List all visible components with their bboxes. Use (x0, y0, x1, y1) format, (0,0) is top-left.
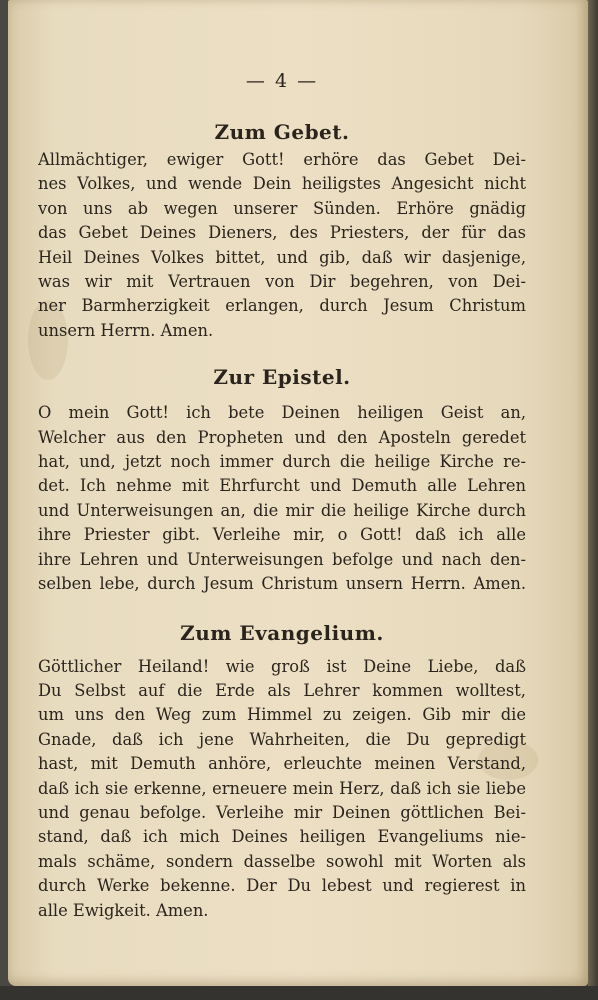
text-line: und genau befolge. Verleihe mir Deinen göttlichen Bei- (38, 802, 526, 822)
text-line: daß ich sie erkenne, erneuere mein Herz, daß ich sie liebe (38, 778, 526, 798)
text-line: nes Volkes, und wende Dein heiligstes Angesicht nicht (38, 174, 526, 194)
text-line: durch Werke bekenne. Der Du lebest und regierest in (38, 876, 526, 896)
text-line: unsern Herrn. Amen. (38, 320, 214, 340)
page-number: — 4 — (245, 70, 319, 92)
text-line: stand, daß ich mich Deines heiligen Evangeliums nie- (38, 827, 526, 847)
text-line: hat, und, jetzt noch immer durch die heilige Kirche re- (38, 452, 526, 472)
text-line: det. Ich nehme mit Ehrfurcht und Demuth alle Lehren (38, 476, 526, 496)
page-content (38, 70, 526, 923)
heading-gebet: Zum Gebet. (214, 120, 350, 144)
heading-epistel: Zur Epistel. (213, 365, 351, 390)
text-line: ihre Lehren und Unterweisungen befolge und nach den- (38, 549, 526, 569)
text-line: alle Ewigkeit. Amen. (38, 900, 209, 920)
text-line: Welcher aus den Propheten und den Aposteln geredet (38, 427, 526, 447)
paragraph-epistel (38, 401, 526, 596)
text-line: Allmächtiger, ewiger Gott! erhöre das Gebet Dei- (38, 150, 526, 169)
text-line: Göttlicher Heiland! wie groß ist Deine Liebe, daß (38, 656, 526, 676)
text-line: mals schäme, sondern dasselbe sowohl mit Worten als (38, 851, 526, 871)
text-line: ner Barmherzigkeit erlangen, durch Jesum Christum (38, 296, 526, 316)
paragraph-gebet (38, 148, 526, 343)
book-spine-edge (588, 0, 598, 1000)
text-line: O mein Gott! ich bete Deinen heiligen Geist an, (38, 403, 526, 423)
text-line: Gnade, daß ich jene Wahrheiten, die Du gepredigt (38, 729, 526, 749)
text-line: von uns ab wegen unserer Sünden. Erhöre gnädig (38, 198, 526, 218)
text-line: Du Selbst auf die Erde als Lehrer kommen wolltest, (38, 680, 526, 700)
text-line: und Unterweisungen an, die mir die heilige Kirche durch (38, 500, 526, 520)
text-line: um uns den Weg zum Himmel zu zeigen. Gib mir die (38, 705, 526, 725)
text-line: das Gebet Deines Dieners, des Priesters, der für das (38, 223, 526, 243)
text-line: Heil Deines Volkes bittet, und gib, daß wir dasjenige, (38, 247, 526, 267)
text-line: selben lebe, durch Jesum Christum unsern Herrn. Amen. (38, 574, 526, 594)
heading-evangelium: Zum Evangelium. (180, 620, 384, 645)
scan-bottom-edge (0, 986, 598, 1000)
text-line: was wir mit Vertrauen von Dir begehren, von Dei- (38, 272, 526, 292)
text-line: ihre Priester gibt. Verleihe mir, o Gott! daß ich alle (38, 525, 526, 545)
text-line: hast, mit Demuth anhöre, erleuchte meinen Verstand, (38, 754, 526, 774)
paragraph-evangelium (38, 655, 526, 923)
